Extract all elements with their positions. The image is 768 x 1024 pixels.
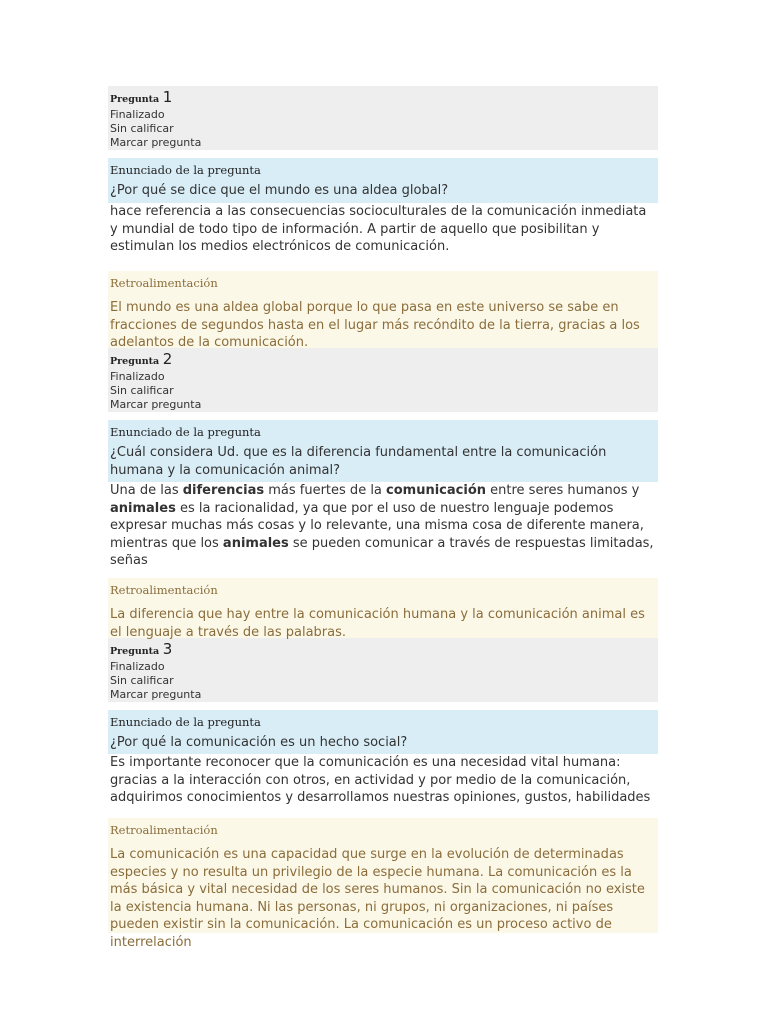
feedback-heading: Retroalimentación (110, 823, 218, 837)
answer-segment: se pueden comunicar a través de respuestas limitadas, señas (110, 535, 654, 569)
question-info (108, 638, 658, 702)
question-info (108, 86, 658, 150)
flag-question-link[interactable]: Marcar pregunta (110, 688, 202, 702)
answer-segment: Es importante reconocer que la comunicación es una necesidad vital humana: gracias a la interacción con otros, en actividad y por medio de la comunicación, adquirimos conocimientos y desarrollamos nuestras opiniones, gustos, habilidades (110, 755, 651, 806)
feedback-box (108, 578, 658, 638)
question-3 (108, 638, 658, 950)
feedback-heading: Retroalimentación (110, 276, 218, 290)
question-state: Finalizado (110, 108, 165, 121)
answer-segment: hace referencia a las consecuencias socioculturales de la comunicación inmediata y mundial de todo tipo de información. A partir de aquello que posibilitan y estimulan los medios electrónicos de comunicación. (110, 204, 647, 255)
feedback-text: El mundo es una aldea global porque lo que pasa en este universo se sabe en fracciones de segundos hasta en el lugar más recóndito de la tierra, gracias a los adelantos de la comunicación. (110, 300, 640, 351)
question-text: ¿Por qué se dice que el mundo es una aldea global? (110, 183, 449, 198)
feedback-text: La diferencia que hay entre la comunicación humana y la comunicación animal es el lenguaje a través de las palabras. (110, 607, 645, 640)
question-number: Pregunta 2 (110, 350, 173, 368)
question-grade: Sin calificar (110, 384, 174, 398)
question-text: ¿Cuál considera Ud. que es la diferencia fundamental entre la comunicación humana y la comunicación animal? (110, 445, 607, 478)
feedback-heading: Retroalimentación (110, 583, 218, 597)
question-grade: Sin calificar (110, 674, 174, 688)
question-text-box (108, 710, 658, 754)
question-info (108, 348, 658, 412)
question-number: Pregunta 1 (110, 88, 173, 106)
feedback-box (108, 271, 658, 351)
flag-question-link[interactable]: Marcar pregunta (110, 136, 202, 150)
answer-bold-segment: animales (222, 535, 289, 551)
question-1 (108, 86, 658, 351)
answer-text (108, 754, 658, 810)
question-state: Finalizado (110, 370, 165, 383)
question-number: Pregunta 3 (110, 640, 173, 658)
feedback-text: La comunicación es una capacidad que surge en la evolución de determinadas especies y no resulta un privilegio de la especie humana. La comunicación es la más básica y vital necesidad de los seres humanos. Sin la comunicación no existe la existencia humana. Ni las personas, ni grupos, ni organizaciones, ni países pueden existir sin la comunicación. La comunicación es un proceso activo de interrelación (110, 847, 645, 950)
question-heading: Enunciado de la pregunta (110, 163, 261, 177)
answer-segment: es la racionalidad, ya que por el uso de nuestro lenguaje podemos expresar muchas más cosas y lo relevante, una misma cosa de diferente manera, mientras que los (110, 500, 644, 551)
flag-question-link[interactable]: Marcar pregunta (110, 398, 202, 412)
question-grade: Sin calificar (110, 122, 174, 136)
question-heading: Enunciado de la pregunta (110, 715, 261, 729)
question-text-box (108, 158, 658, 203)
answer-bold-segment: animales (110, 500, 176, 516)
answer-text (108, 203, 658, 263)
feedback-box (108, 818, 658, 950)
answer-segment: Una de las (110, 483, 183, 498)
answer-bold-segment: diferencias (182, 483, 265, 498)
question-2 (108, 348, 658, 638)
question-heading: Enunciado de la pregunta (110, 425, 261, 439)
answer-segment: entre seres humanos y (486, 483, 640, 498)
question-text: ¿Por qué la comunicación es un hecho social? (110, 735, 408, 750)
answer-text (108, 482, 658, 570)
answer-segment: más fuertes de la (264, 483, 387, 498)
answer-bold-segment: comunicación (386, 483, 487, 498)
question-state: Finalizado (110, 660, 165, 673)
quiz-review (108, 86, 658, 950)
question-text-box (108, 420, 658, 482)
